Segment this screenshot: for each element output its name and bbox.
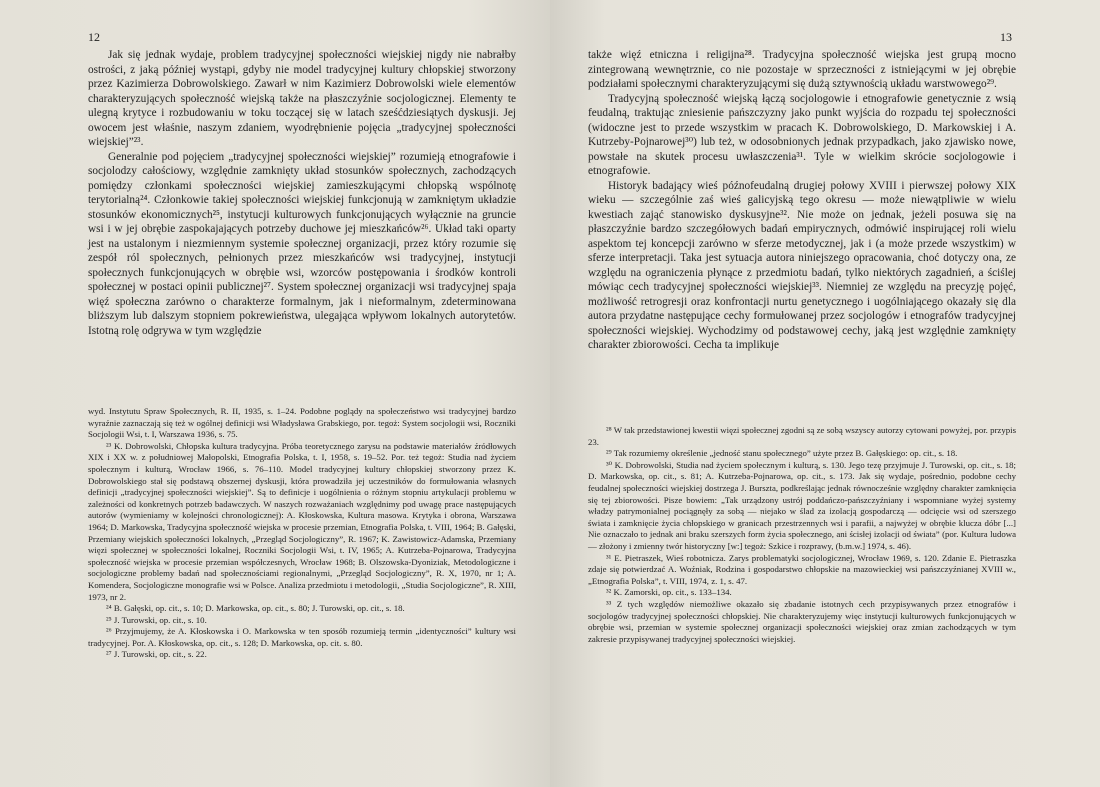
footnotes: [88, 406, 516, 661]
footnote: ³² K. Zamorski, op. cit., s. 133–134.: [606, 587, 732, 598]
body-text: [588, 48, 1016, 353]
page-number: 13: [1000, 30, 1012, 44]
paragraph: także więź etniczna i religijna²⁸. Tradycyjna społeczność wiejska jest grupą mocno zintegrowaną wewnętrznie, co nie pozostaje w sprzeczności z istniejącymi w jej obrębie podziałami społecznymi charakteryzującymi się dużą sztywnością układu warstwowego²⁹.: [588, 49, 1016, 90]
paragraph: Historyk badający wieś późnofeudalną drugiej połowy XVIII i pierwszej połowy XIX wieku — szczególnie zaś wieś galicyjską tego okresu — może niewątpliwie w wielu kwestiach zająć stanowisko dyskusyjne³². Nie może on jednak, jeżeli posuwa się na płaszczyźnie bardzo szczegółowych badań empirycznych, odmówić inspirującej roli wielu aspektom tej koncepcji zarówno w sferze metodycznej, jak i (a może przede wszystkim) w sferze interpretacji. Taka jest sytuacja autora niniejszego opracowania, choć dotyczy ona, ze względu na ograniczenia płynące z przedmiotu badań, tylko niektórych zagadnień, a ściślej mówiąc cech tradycyjnej społeczności wiejskiej³³. Niemniej ze względu na precyzję pojęć, możliwość retrogresji oraz konfrontacji nurtu genetycznego i uogólniającego okazały się dla autora przydatne następujące cechy formułowanej przez socjologów i etnografów tradycyjnej społeczności wiejskiej. Wychodzimy od podstawowej cechy, jaką jest względnie zamknięty charakter zbiorowości. Cecha ta implikuje: [588, 179, 1016, 351]
body-text: [88, 48, 516, 338]
footnote: ²⁹ Tak rozumiemy określenie „jedność stanu społecznego” użyte przez B. Gałęskiego: op. cit., s. 18.: [606, 448, 958, 459]
paragraph: Generalnie pod pojęciem „tradycyjnej społeczności wiejskiej” rozumieją etnografowie i socjolodzy całościowy, względnie zamknięty układ stosunków społecznych, zachodzących pomiędzy członkami społeczności wiejskiej zamieszkującymi chłopską wspólnotę terytorialną²⁴. Członkowie takiej społeczności wiejskiej funkcjonują w zamkniętym układzie stosunków ekonomicznych²⁵, instytucji kulturowych funkcjonujących wyłącznie na gruncie wsi i w jej obrębie zaspokajających potrzeby duchowe jej mieszkańców²⁶. Układ taki oparty jest na ustalonym i niezmiennym systemie społecznej organizacji, przez który rozumie się zespół ról społecznych, pełnionych przez mieszkańców wsi tradycyjnej, instytucji społecznych funkcjonujących w obrębie wsi, wzorców postępowania i środków kontroli społecznej w postaci opinii publicznej²⁷. System społecznej organizacji wsi tradycyjnej spaja więź społeczna zarówno o charakterze formalnym, jak i nieformalnym, zdeterminowana bliższym lub dalszym stopniem pokrewieństwa, ulegająca wpływom lokalnych autorytetów. Istotną rolę odgrywa w tym względzie: [88, 150, 516, 337]
footnote: ³³ Z tych względów niemożliwe okazało się zbadanie istotnych cech przypisywanych przez etnografów i socjologów tradycyjnej społeczności chłopskiej. Nie charakteryzujemy więc instytucji kulturowych funkcjonujących w obrębie wsi, przemian w systemie społecznej organizacji społeczności wiejskiej oraz zmian zachodzących w tym zakresie przypisywanej tradycyjnej społeczności wiejskiej.: [588, 598, 1016, 644]
footnote: ³¹ E. Pietraszek, Wieś robotnicza. Zarys problematyki socjologicznej, Wrocław 1969, s. 120. Zdanie E. Pietraszka zdaje się potwierdzać A. Woźniak, Rodzina i gospodarstwo chłopskie na mazowieckiej wsi pańszczyźnianej XVIII w., „Etnografia Polska”, t. VIII, 1974, z. 1, s. 47.: [588, 552, 1016, 586]
footnote: ²⁶ Przyjmujemy, że A. Kłoskowska i O. Markowska w ten sposób rozumieją termin „identyczności” kultury wsi tradycyjnej. Por. A. Kłoskowska, op. cit., s. 128; D. Markowska, op. cit. s. 80.: [88, 626, 516, 648]
footnote: ³⁰ K. Dobrowolski, Studia nad życiem społecznym i kulturą, s. 130. Jego tezę przyjmuje J. Turowski, op. cit., s. 18; D. Markowska, op. cit., s. 81; A. Kutrzeba-Pojnarowa, op. cit., s. 173. Jak się wydaje, pośrednio, podobne cechy feudalnej społeczności wiejskiej dostrzega J. Burszta, podkreślając jednak równocześnie względny charakter zamknięcia się tej zbiorowości. Pisze bowiem: „Tak urządzony ustrój poddańczo-pańszczyźniany i wspomniane wyżej systemy władzy patrymonialnej pociągnęły za sobą — niejako w ślad za izolacją gospodarczą — odcięcie wsi od szerszego świata i zamknięcie życia chłopskiego w granicach przestrzennych wsi i parafii, a najwyżej w obrębie klucza dóbr [...] Nie oznaczało to jednak ani braku szerszych form życia społecznego, ani ścisłej izolacji od świata” (por. Kultura ludowa — złożony i zmienny twór historyczny [w:] tegoż: Szkice i rozprawy, (b.m.w.] 1974, s. 46).: [588, 459, 1016, 551]
footnote: wyd. Instytutu Spraw Społecznych, R. II, 1935, s. 1–24. Podobne poglądy na społeczeństwo wsi tradycyjnej bardzo wyraźnie zaznaczają się też w ogólnej definicji wsi Władysława Grabskiego, por. tegoż: System socjologii wsi, Roczniki Socjologii Wsi, t. I, Warszawa 1936, s. 75.: [88, 406, 516, 440]
footnote: ²⁵ J. Turowski, op. cit., s. 10.: [106, 614, 207, 625]
page-number: 12: [88, 30, 100, 44]
right-page: [550, 0, 1100, 787]
footnote: ²⁴ B. Gałęski, op. cit., s. 10; D. Markowska, op. cit., s. 80; J. Turowski, op. cit., s. 18.: [106, 603, 405, 614]
footnotes: [588, 425, 1016, 645]
footnote: ²⁷ J. Turowski, op. cit., s. 22.: [106, 649, 207, 660]
footnote: ²³ K. Dobrowolski, Chłopska kultura tradycyjna. Próba teoretycznego zarysu na podstawie materiałów źródłowych XIX i XX w. z południowej Małopolski, Etnografia Polska, t. I, 1958, s. 19–52. Por. też tegoż: Studia nad życiem społecznym i kulturą, Wrocław 1966, s. 76–110. Model tradycyjnej kultury chłopskiej stworzony przez K. Dobrowolskiego stał się podstawą obszernej dyskusji, która prowadziła jej uczestników do formułowania własnych definicji „tradycyjnej społeczności wiejskiej”. Są to definicje i uogólnienia o różnym stopniu artykulacji problemu w zależności od konkretnych potrzeb badawczych. W naszych rozważaniach względnimy pod uwagę prace następujących autorów (wymieniamy w kolejności chronologicznej): A. Kłoskowska, Kultura masowa. Krytyka i obrona, Warszawa 1964; D. Markowska, Tradycyjna społeczność wiejska w procesie przemian, Etnografia Polska, t. VIII, 1964; B. Gałęski, Przemiany wiejskich społeczności lokalnych, „Przegląd Socjologiczny”, R. 1967; K. Zawistowicz-Adamska, Przemiany więzi społecznej w społeczności lokalnej, Roczniki Socjologii Wsi, t. IV, 1965; A. Kutrzeba-Pojnarowa, Tradycyjna społeczność wiejska w procesie przemian współczesnych, Wrocław 1968; B. Olszowska-Dyoniziak, Metodologiczne i socjologiczne problemy badań nad społecznościami regionalnymi, „Przegląd Socjologiczny”, R. X, 1970, nr 1; A. Komendera, Socjologiczne monografie wsi w Polsce. Analiza przedmiotu i metodologii, „Studia Socjologiczne”, R. XIII, 1973, nr 2.: [88, 440, 516, 602]
footnote: ²⁸ W tak przedstawionej kwestii więzi społecznej zgodni są ze sobą wszyscy autorzy cytowani powyżej, por. przypis 23.: [588, 425, 1016, 447]
paragraph: Jak się jednak wydaje, problem tradycyjnej społeczności wiejskiej nigdy nie nabrałby ostrości, z jaką później wystąpi, gdyby nie model tradycyjnej kultury chłopskiej stworzony przez Kazimierza Dobrowolskiego. Zawarł w nim Kazimierz Dobrowolski wiele elementów charakteryzujących społeczność wiejską także na płaszczyźnie socjologicznej. Elementy te ulegną krytyce i rozbudowaniu w toku toczącej się w latach sześćdziesiątych dyskusji. Jej owocem jest właśnie, naszym zdaniem, wyodrębnienie pojęcia „tradycyjnej społeczności wiejskiej”²³.: [88, 49, 516, 148]
paragraph: Tradycyjną społeczność wiejską łączą socjologowie i etnografowie genetycznie z wsią feudalną, traktując zniesienie pańszczyzny jako punkt wyjścia do rozpadu tej społeczności (widoczne jest to przede wszystkim w pracach K. Dobrowolskiego, D. Markowskiej i A. Kutrzeby-Pojnarowej³⁰) lub też, w odosobnionych jednak przypadkach, jako zjawisko nowe, powstałe na skutek procesu uwłaszczenia³¹. Tyle w wielkim skrócie socjologowie i etnografowie.: [588, 92, 1016, 177]
